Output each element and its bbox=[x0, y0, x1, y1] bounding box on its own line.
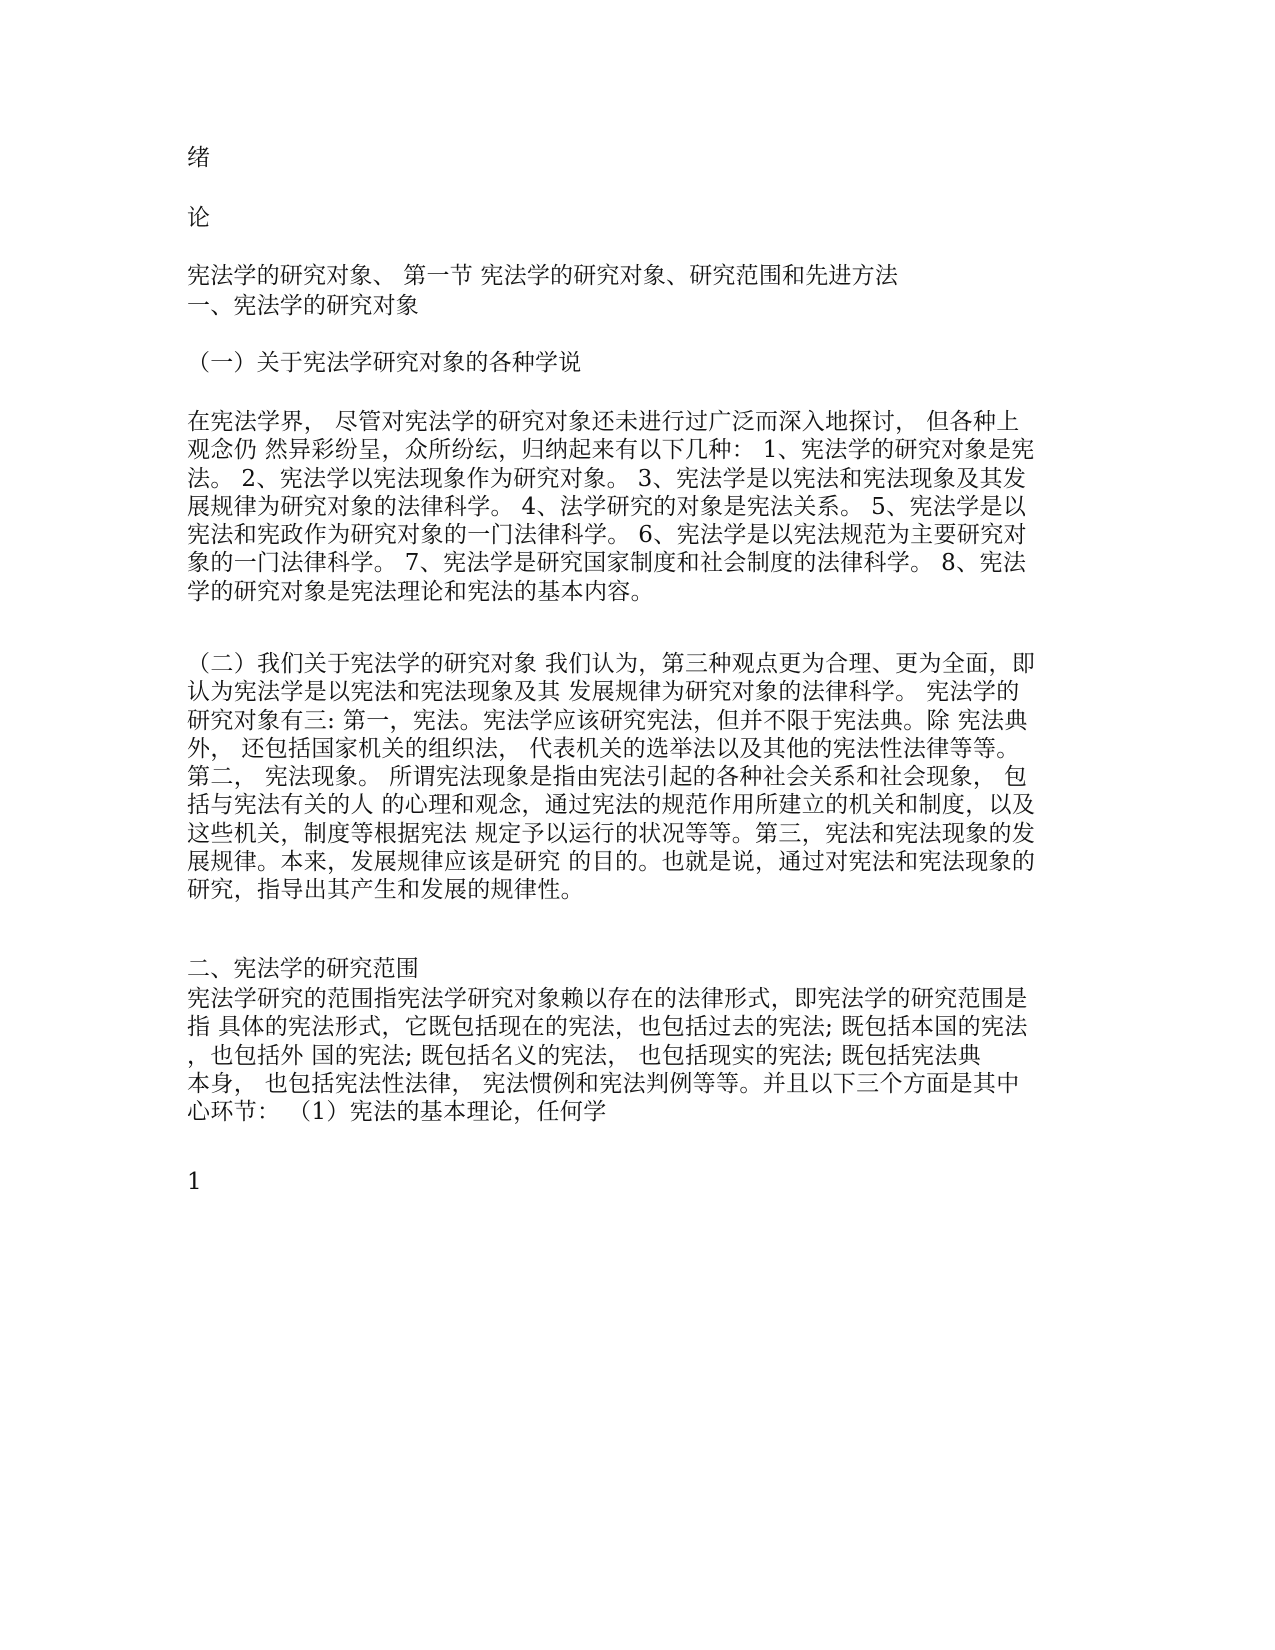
paragraph-line: 象的一门法律科学。 7、宪法学是研究国家制度和社会制度的法律科学。 8、宪法 bbox=[187, 550, 1027, 577]
paragraph-line: 展规律。本来，发展规律应该是研究 的目的。也就是说，通过对宪法和宪法现象的 bbox=[187, 849, 1036, 876]
paragraph-line: 宪法学研究的范围指宪法学研究对象赖以存在的法律形式，即宪法学的研究范围是 bbox=[187, 986, 1028, 1012]
paragraph-line: 第二， 宪法现象。 所谓宪法现象是指由宪法引起的各种社会关系和社会现象， 包 bbox=[187, 764, 1028, 791]
page-number: 1 bbox=[187, 1169, 202, 1195]
paragraph-line: 指 具体的宪法形式，它既包括现在的宪法，也包括过去的宪法; 既包括本国的宪法 bbox=[187, 1014, 1028, 1041]
paragraph-line: 在宪法学界， 尽管对宪法学的研究对象还未进行过广泛而深入地探讨， 但各种上 bbox=[187, 409, 1020, 435]
paragraph-line: 认为宪法学是以宪法和宪法现象及其 发展规律为研究对象的法律科学。 宪法学的 bbox=[187, 679, 1020, 706]
paragraph-line: 法。 2、宪法学以宪法现象作为研究对象。 3、宪法学是以宪法和宪法现象及其发 bbox=[187, 465, 1027, 492]
paragraph-line: 括与宪法有关的人 的心理和观念，通过宪法的规范作用所建立的机关和制度，以及 bbox=[187, 792, 1036, 819]
paragraph-our-view bbox=[187, 650, 1087, 905]
paragraph-line: 展规律为研究对象的法律科学。 4、法学研究的对象是宪法关系。 5、宪法学是以 bbox=[187, 493, 1027, 520]
paragraph-line: （二）我们关于宪法学的研究对象 我们认为，第三种观点更为合理、更为全面，即 bbox=[187, 651, 1036, 677]
paragraph-scope bbox=[187, 985, 1087, 1126]
paragraph-line: 这些机关，制度等根据宪法 规定予以运行的状况等等。第三，宪法和宪法现象的发 bbox=[187, 820, 1036, 847]
paragraph-theories bbox=[187, 408, 1087, 606]
section-title: 宪法学的研究对象、 第一节 宪法学的研究对象、研究范围和先进方法 bbox=[187, 263, 899, 289]
paragraph-line: 本身， 也包括宪法性法律， 宪法惯例和宪法判例等等。并且以下三个方面是其中 bbox=[187, 1070, 1020, 1097]
heading-char-1: 绪 bbox=[187, 145, 211, 171]
heading-char-2: 论 bbox=[187, 205, 211, 231]
paragraph-line: 研究对象有三: 第一，宪法。宪法学应该研究宪法，但并不限于宪法典。除 宪法典 bbox=[187, 707, 1028, 734]
subsection-title-1-1: （一）关于宪法学研究对象的各种学说 bbox=[187, 350, 582, 376]
paragraph-line: 宪法和宪政作为研究对象的一门法律科学。 6、宪法学是以宪法规范为主要研究对 bbox=[187, 522, 1027, 549]
paragraph-line: ，也包括外 国的宪法; 既包括名义的宪法， 也包括现实的宪法; 既包括宪法典 bbox=[187, 1042, 982, 1069]
paragraph-line: 外， 还包括国家机关的组织法， 代表机关的选举法以及其他的宪法性法律等等。 bbox=[187, 735, 1020, 762]
subsection-title-1: 一、宪法学的研究对象 bbox=[187, 293, 419, 319]
paragraph-line: 观念仍 然异彩纷呈，众所纷纭，归纳起来有以下几种： 1、宪法学的研究对象是宪 bbox=[187, 437, 1035, 464]
paragraph-line: 研究，指导出其产生和发展的规律性。 bbox=[187, 877, 584, 904]
section-2-title: 二、宪法学的研究范围 bbox=[187, 956, 419, 982]
paragraph-line: 学的研究对象是宪法理论和宪法的基本内容。 bbox=[187, 578, 654, 605]
paragraph-line: 心环节： （1）宪法的基本理论，任何学 bbox=[187, 1099, 607, 1126]
